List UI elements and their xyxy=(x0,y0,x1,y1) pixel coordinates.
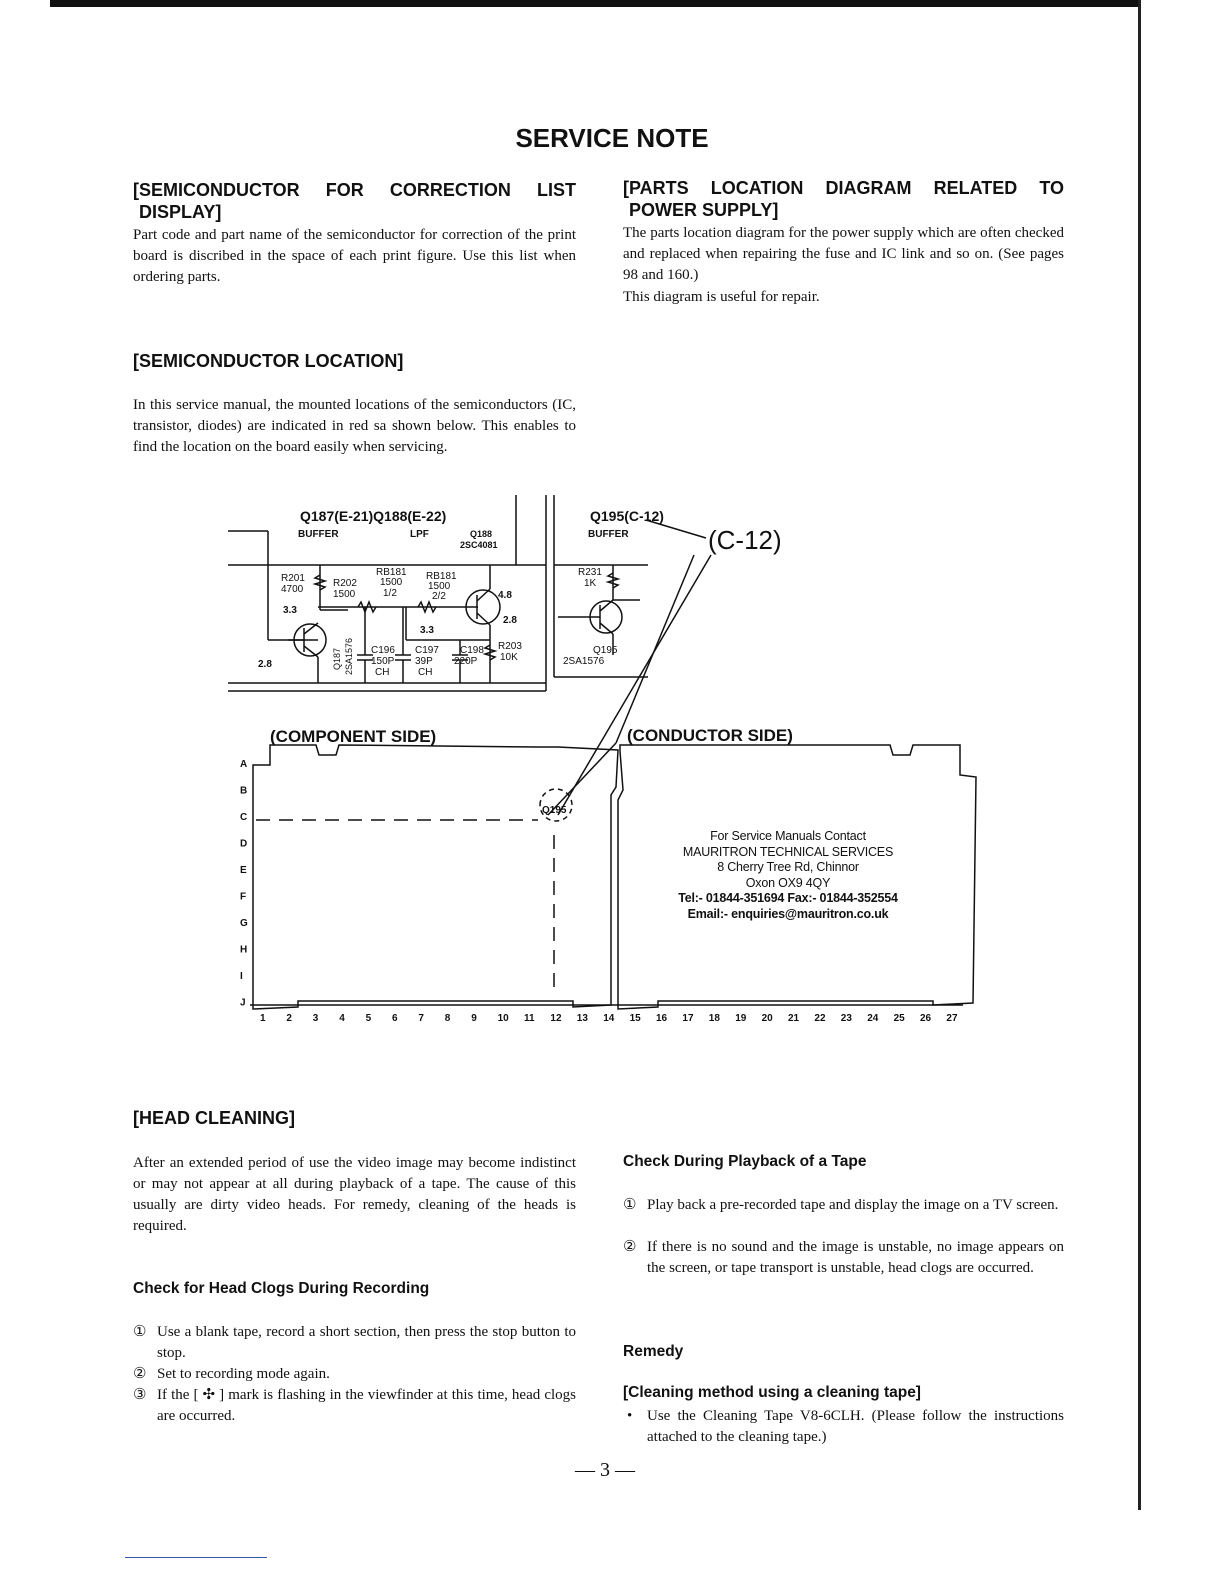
item-text: Play back a pre-recorded tape and display the image on a TV screen. xyxy=(647,1197,1059,1213)
col-label-22: 22 xyxy=(814,1013,826,1024)
row-label-J: J xyxy=(240,997,246,1009)
contact-line-1: For Service Manuals Contact xyxy=(710,829,866,843)
label-q195-sch: Q195 xyxy=(593,645,618,656)
item-number: ② xyxy=(623,1239,637,1255)
item-number: ③ xyxy=(133,1387,147,1403)
contact-line-6: Email:- enquiries@mauritron.co.uk xyxy=(687,906,889,921)
label-q187-q188: Q187(E-21)Q188(E-22) xyxy=(300,508,447,524)
label-v28b: 2.8 xyxy=(503,615,517,626)
col-label-4: 4 xyxy=(339,1013,345,1024)
label-r231-val: 1K xyxy=(584,578,597,589)
parts-location-body: The parts location diagram for the power supply which are often checked and replaced when repairing the fuse and IC link and so on. (See pages 98 and 160.) xyxy=(623,225,1064,283)
col-label-5: 5 xyxy=(365,1013,372,1024)
cleaning-method-heading: [Cleaning method using a cleaning tape] xyxy=(623,1384,921,1401)
col-label-9: 9 xyxy=(471,1013,477,1024)
bottom-rule xyxy=(125,1557,267,1558)
col-label-10: 10 xyxy=(497,1013,509,1024)
col-label-19: 19 xyxy=(735,1013,747,1024)
item-text: Set to recording mode again. xyxy=(157,1366,330,1382)
label-r231: R231 xyxy=(578,567,602,578)
col-label-23: 23 xyxy=(840,1013,852,1024)
label-rb181b-val: 1500 xyxy=(428,581,451,592)
label-c196: C196 xyxy=(371,645,395,656)
contact-line-4: Oxon OX9 4QY xyxy=(745,875,831,890)
label-r202: R202 xyxy=(333,578,357,589)
col-label-7: 7 xyxy=(418,1013,424,1024)
head-cleaning-heading: [HEAD CLEANING] xyxy=(133,1108,295,1128)
row-labels xyxy=(240,759,248,1009)
item-text: If there is no sound and the image is unstable, no image appears on the screen, or tape transport is unstable, head clogs are occurred. xyxy=(647,1239,1064,1276)
col-label-20: 20 xyxy=(761,1013,773,1024)
item-number: ① xyxy=(133,1324,147,1340)
label-q187: Q187 xyxy=(332,647,342,670)
cleaning-item xyxy=(623,1406,1064,1448)
item-number: ① xyxy=(623,1197,637,1213)
label-v33a: 3.3 xyxy=(283,605,297,616)
column-labels xyxy=(260,1013,958,1024)
remedy-heading: Remedy xyxy=(623,1343,684,1360)
playback-item-2 xyxy=(623,1237,1064,1279)
recording-item-2 xyxy=(133,1364,576,1385)
label-rb181b: RB181 xyxy=(426,571,457,582)
contact-line-5: Tel:- 01844-351694 Fax:- 01844-352554 xyxy=(678,891,898,905)
right-border xyxy=(1138,0,1141,1510)
col-label-14: 14 xyxy=(603,1013,615,1024)
col-label-6: 6 xyxy=(392,1013,398,1024)
label-v33b: 3.3 xyxy=(420,625,434,636)
col-label-1: 1 xyxy=(260,1013,266,1024)
item-text: Use a blank tape, record a short section, then press the stop button to stop. xyxy=(157,1324,576,1361)
label-q187-part: 2SA1576 xyxy=(344,637,354,675)
parts-location-heading-line1: [PARTS LOCATION DIAGRAM RELATED TO xyxy=(623,178,1064,198)
label-r201-val: 4700 xyxy=(281,584,304,595)
label-rb181a: RB181 xyxy=(376,567,407,578)
label-c196-type: CH xyxy=(375,667,390,678)
label-q188-part: 2SC4081 xyxy=(460,540,498,550)
row-label-I: I xyxy=(240,971,243,982)
label-q195-board: Q195 xyxy=(542,805,567,816)
label-r201: R201 xyxy=(281,573,305,584)
col-label-24: 24 xyxy=(867,1013,879,1024)
label-lpf: LPF xyxy=(410,529,429,540)
item-number: ② xyxy=(133,1366,147,1382)
row-label-B: B xyxy=(240,785,248,797)
parts-location-body-2: This diagram is useful for repair. xyxy=(623,289,820,305)
label-conductor-side: (CONDUCTOR SIDE) xyxy=(627,726,793,745)
label-c196-val: 150P xyxy=(371,656,395,667)
recording-item-3 xyxy=(133,1385,576,1427)
label-c197-val: 39P xyxy=(415,656,433,667)
row-label-C: C xyxy=(240,812,248,823)
col-label-2: 2 xyxy=(286,1013,292,1024)
row-label-F: F xyxy=(240,891,247,903)
col-label-26: 26 xyxy=(920,1013,932,1024)
semi-correction-heading-line1: [SEMICONDUCTOR FOR CORRECTION LIST xyxy=(133,180,576,200)
label-component-side: (COMPONENT SIDE) xyxy=(270,727,437,746)
page-title: SERVICE NOTE xyxy=(515,123,709,153)
semi-correction-body: Part code and part name of the semiconductor for correction of the print board is discribed in the space of each print figure. Use this list when ordering parts. xyxy=(133,227,576,285)
playback-item-1 xyxy=(623,1195,1064,1216)
col-label-11: 11 xyxy=(524,1013,535,1024)
page-number: — 3 — xyxy=(575,1459,635,1481)
label-v28a: 2.8 xyxy=(258,659,272,670)
label-c197: C197 xyxy=(415,645,439,656)
label-rb181b-frac: 2/2 xyxy=(432,591,446,602)
label-r203: R203 xyxy=(498,641,522,652)
col-label-12: 12 xyxy=(550,1013,562,1024)
col-label-21: 21 xyxy=(788,1013,800,1024)
top-border xyxy=(50,0,1140,7)
row-label-G: G xyxy=(240,918,248,929)
col-label-13: 13 xyxy=(576,1013,588,1024)
parts-location-heading-line2: POWER SUPPLY] xyxy=(629,200,779,220)
col-label-25: 25 xyxy=(893,1013,905,1024)
row-label-H: H xyxy=(240,944,248,956)
row-label-A: A xyxy=(240,759,248,770)
contact-block xyxy=(660,829,916,922)
bullet: • xyxy=(627,1408,633,1424)
col-label-16: 16 xyxy=(656,1013,668,1024)
contact-line-3: 8 Cherry Tree Rd, Chinnor xyxy=(717,860,859,874)
label-q195: Q195(C-12) xyxy=(590,508,664,524)
label-rb181a-frac: 1/2 xyxy=(383,588,397,599)
semi-location-body: In this service manual, the mounted locations of the semiconductors (IC, transistor, diodes) are indicated in red sa shown below. This enables to find the location on the board easily when servicing. xyxy=(133,397,576,455)
label-q188: Q188 xyxy=(470,529,493,539)
col-label-3: 3 xyxy=(312,1013,319,1024)
col-label-17: 17 xyxy=(682,1013,694,1024)
recording-check-heading: Check for Head Clogs During Recording xyxy=(133,1280,430,1297)
contact-line-2: MAURITRON TECHNICAL SERVICES xyxy=(682,844,894,859)
semi-location-heading: [SEMICONDUCTOR LOCATION] xyxy=(133,351,404,371)
label-c198-val: 220P xyxy=(454,656,478,667)
label-rb181a-val: 1500 xyxy=(380,577,403,588)
col-label-27: 27 xyxy=(946,1013,958,1024)
label-r202-val: 1500 xyxy=(333,589,356,600)
label-q195-part: 2SA1576 xyxy=(563,656,605,667)
col-label-18: 18 xyxy=(708,1013,720,1024)
semi-correction-heading-line2: DISPLAY] xyxy=(139,202,222,222)
playback-check-heading: Check During Playback of a Tape xyxy=(623,1153,867,1170)
row-label-E: E xyxy=(240,865,247,876)
col-label-15: 15 xyxy=(629,1013,641,1024)
schematic-lines xyxy=(228,495,976,1009)
row-label-D: D xyxy=(240,838,248,850)
label-c197-type: CH xyxy=(418,667,433,678)
head-cleaning-body: After an extended period of use the video image may become indistinct or may not appear at all during playback of a tape. The cause of this usually are dirty video heads. For remedy, cleaning of the heads is required. xyxy=(133,1155,576,1234)
label-v48: 4.8 xyxy=(498,590,512,601)
recording-item-1 xyxy=(133,1322,576,1364)
label-buffer-2: BUFFER xyxy=(588,529,629,540)
item-text: Use the Cleaning Tape V8-6CLH. (Please follow the instructions attached to the cleaning tape.) xyxy=(647,1408,1064,1445)
label-r203-val: 10K xyxy=(500,652,518,663)
label-callout: (C-12) xyxy=(708,525,782,555)
col-label-8: 8 xyxy=(444,1013,451,1024)
item-text: If the [ ✣ ] mark is flashing in the viewfinder at this time, head clogs are occurred. xyxy=(157,1387,576,1424)
semiconductor-location-diagram xyxy=(228,495,988,1030)
label-buffer: BUFFER xyxy=(298,529,339,540)
label-c198: C198 xyxy=(460,645,484,656)
